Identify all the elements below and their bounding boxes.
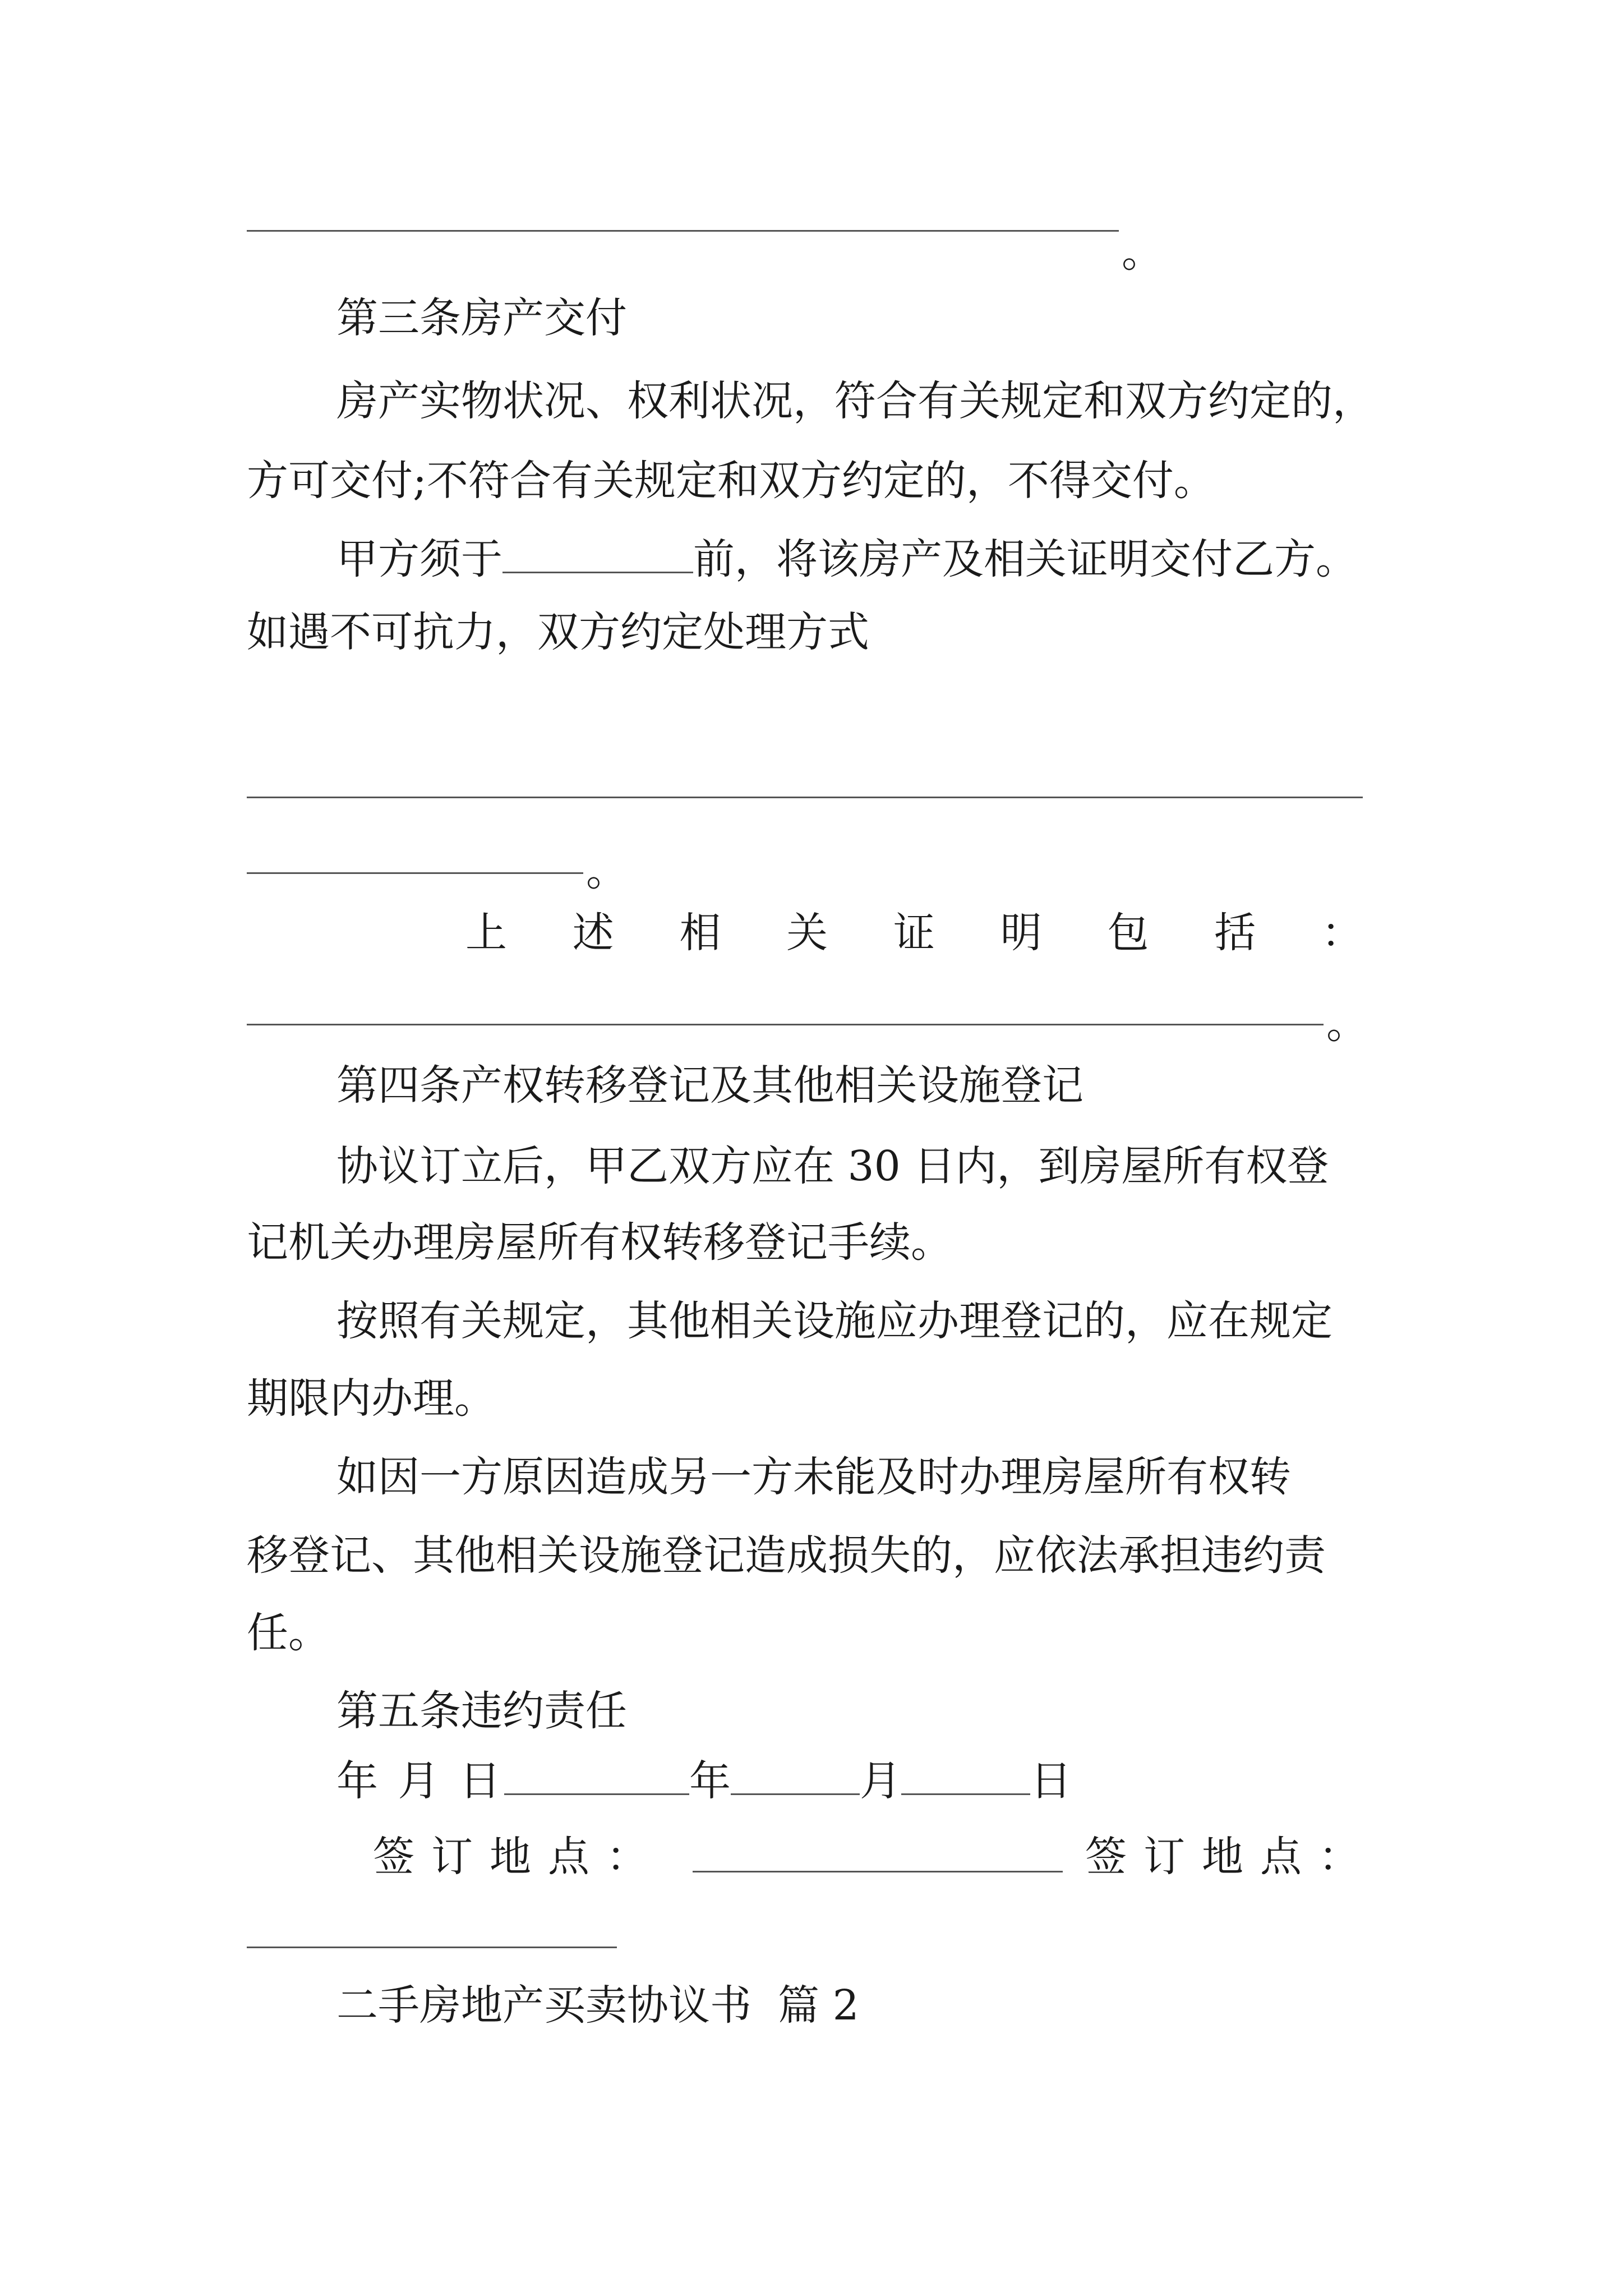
text-segment: 年 <box>689 1757 731 1805</box>
date-label: 年 月 日 <box>336 1757 505 1805</box>
text-segment: 月 <box>860 1757 902 1805</box>
paragraph-line: 协议订立后，甲乙双方应在 30 日内，到房屋所有权登 <box>336 1142 1329 1190</box>
article-3-title: 第三条房产交付 <box>336 294 627 342</box>
period: 。 <box>1122 228 1163 277</box>
blank-field <box>502 532 693 573</box>
char: 括 <box>1214 909 1256 957</box>
char: 包 <box>1107 909 1149 957</box>
text-segment: 甲方须于 <box>336 535 502 583</box>
char: 点 <box>1260 1833 1302 1881</box>
char: ： <box>606 1833 648 1881</box>
blank-field <box>731 1754 860 1795</box>
char: 述 <box>572 909 614 957</box>
paragraph-line: 记机关办理房屋所有权转移登记手续。 <box>247 1218 952 1267</box>
sign-place-label <box>373 1826 648 1888</box>
article-5-title: 第五条违约责任 <box>336 1687 627 1735</box>
proof-heading <box>465 902 1363 964</box>
blank-line <box>247 1024 1324 1025</box>
char: 签 <box>373 1833 414 1881</box>
blank-field <box>504 1754 689 1795</box>
paragraph-line: 如遇不可抗力，双方约定处理方式 <box>247 608 869 656</box>
char: 签 <box>1085 1833 1127 1881</box>
char: 明 <box>1000 909 1042 957</box>
text-segment: 日 <box>1030 1757 1072 1805</box>
char: 关 <box>786 909 828 957</box>
period: 。 <box>586 847 628 895</box>
blank-field <box>901 1754 1030 1795</box>
blank-line <box>247 797 1363 798</box>
paragraph-line: 按照有关规定，其他相关设施应办理登记的，应在规定 <box>336 1297 1332 1345</box>
section-title: 二手房地产买卖协议书 篇 2 <box>336 1981 859 2030</box>
text-segment: 前，将该房产及相关证明交付乙方。 <box>693 535 1357 583</box>
char: 地 <box>490 1833 531 1881</box>
char: 相 <box>679 909 721 957</box>
char: 订 <box>431 1833 473 1881</box>
paragraph-line: 任。 <box>247 1609 330 1657</box>
paragraph-line: 房产实物状况、权利状况，符合有关规定和双方约定的， <box>336 377 1374 425</box>
paragraph-line: 方可交付;不符合有关规定和双方约定的，不得交付。 <box>247 457 1215 505</box>
char: 点 <box>548 1833 589 1881</box>
char: 上 <box>465 909 507 957</box>
period: 。 <box>1326 1000 1368 1048</box>
blank-line <box>247 872 583 874</box>
char: 地 <box>1202 1833 1243 1881</box>
date-line <box>336 1750 1072 1812</box>
paragraph-line: 如因一方原因造成另一方未能及时办理房屋所有权转 <box>336 1453 1291 1501</box>
blank-line <box>247 230 1119 232</box>
char: 证 <box>893 909 935 957</box>
article-4-title: 第四条产权转移登记及其他相关设施登记 <box>336 1061 1083 1110</box>
char: ： <box>1321 909 1363 957</box>
paragraph-line: 期限内办理。 <box>247 1374 496 1423</box>
char: ： <box>1318 1833 1360 1881</box>
paragraph-line <box>336 528 1357 590</box>
paragraph-line: 移登记、其他相关设施登记造成损失的，应依法承担违约责 <box>247 1531 1326 1580</box>
sign-place-label <box>1085 1826 1360 1888</box>
char: 订 <box>1144 1833 1185 1881</box>
blank-line <box>247 1947 617 1948</box>
blank-line <box>693 1871 1063 1872</box>
